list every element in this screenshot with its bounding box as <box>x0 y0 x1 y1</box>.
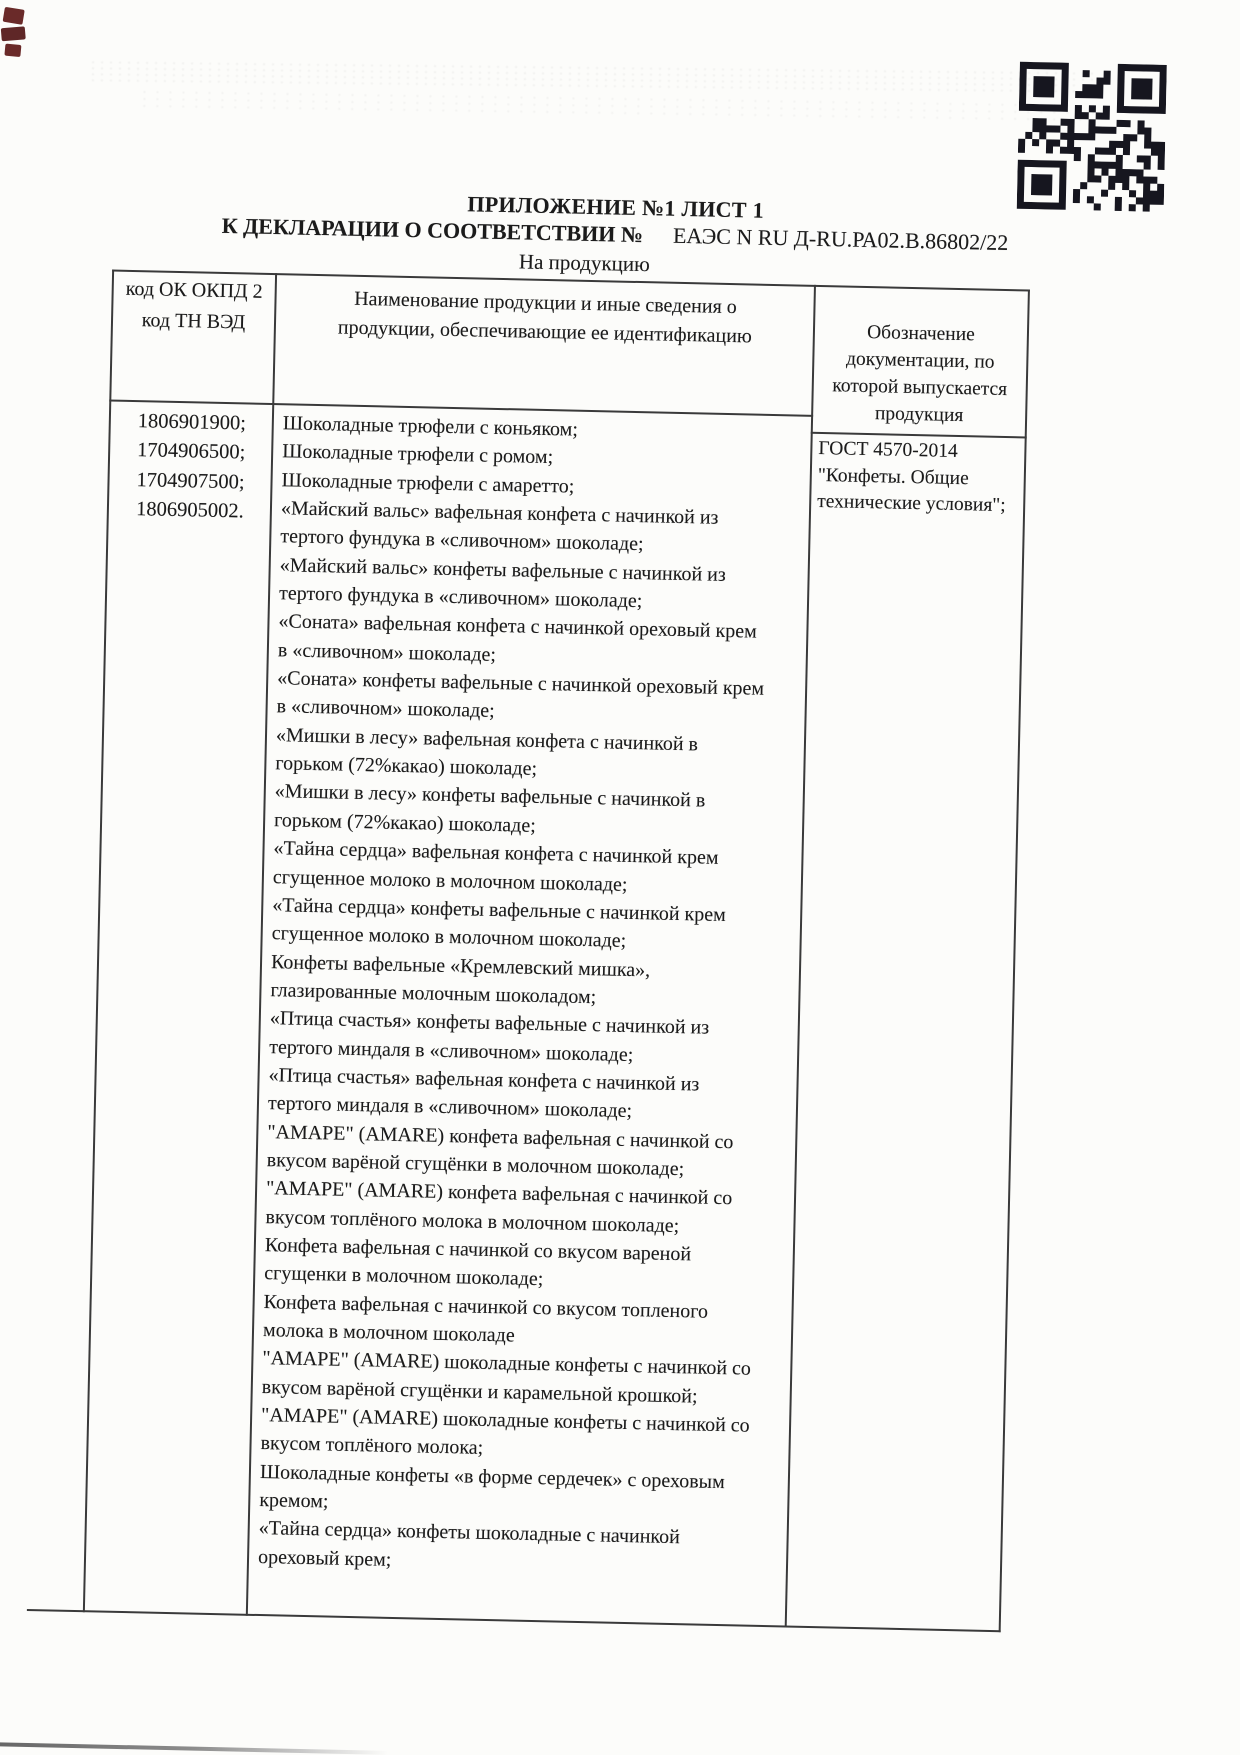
product-item: «Тайна сердца» конфеты вафельные с начинкой крем сгущенное молоко в молочном шоколаде; <box>271 894 727 953</box>
scan-red-mark <box>1 26 26 41</box>
document-header <box>0 0 1240 277</box>
product-item: "АМАРЕ" (AMARE) конфета вафельная с начинкой со вкусом топлёного молока в молочном шоколаде; <box>265 1177 733 1237</box>
product-item: «Майский вальс» конфеты вафельные с начинкой из тертого фундука в «сливочном» шоколаде; <box>278 553 727 613</box>
product-item: «Тайна сердца» вафельная конфета с начинкой крем сгущенное молоко в молочном шоколаде; <box>272 837 719 896</box>
product-item: Конфета вафельная с начинкой со вкусом вареной сгущенки в молочном шоколаде; <box>264 1234 692 1291</box>
product-item: Конфета вафельная с начинкой со вкусом топленого молока в молочном шоколаде <box>262 1290 709 1347</box>
declaration-label: К ДЕКЛАРАЦИИ О СООТВЕТСТВИИ № <box>221 212 644 248</box>
product-item: «Птица счастья» вафельная конфета с начинкой из тертого миндаля в «сливочном» шоколаде; <box>267 1064 700 1123</box>
qr-code <box>1017 61 1167 212</box>
product-item: «Тайна сердца» конфеты шоколадные с начинкой ореховый крем; <box>257 1517 681 1571</box>
product-item: «Майский вальс» вафельная конфета с начинкой из тертого фундука в «сливочном» шоколаде; <box>280 497 719 556</box>
product-item: Шоколадные трюфели с ромом; <box>281 440 554 469</box>
product-item: "АМАРЕ" (AMARE) шоколадные конфеты с начинкой со вкусом варёной сгущёнки и карамельной крошкой; <box>261 1347 752 1408</box>
code-value: 1704907500; <box>136 468 245 494</box>
product-item: «Птица счастья» конфеты вафельные с начинкой из тертого миндаля в «сливочном» шоколаде; <box>268 1007 710 1066</box>
product-item: "АМАРЕ" (AMARE) конфета вафельная с начинкой со вкусом варёной сгущёнки в молочном шоколаде; <box>266 1120 734 1181</box>
table-border-left <box>83 270 114 1613</box>
column-header-codes <box>113 274 275 339</box>
table-divider-col2-col3 <box>785 285 816 1628</box>
document-subtitle: На продукцию <box>518 249 651 277</box>
code-value: 1806905002. <box>135 498 244 523</box>
column-header-codes-line1: код ОК ОКПД 2 <box>125 277 263 303</box>
table-border-bottom <box>27 1609 1001 1632</box>
code-value: 1806901900; <box>137 410 247 435</box>
product-item: «Мишки в лесу» вафельная конфета с начинкой в горьком (72%какао) шоколаде; <box>275 723 699 781</box>
column-header-codes-line2: код ТН ВЭД <box>141 309 246 334</box>
product-item: «Соната» конфеты вафельные с начинкой ореховый крем в «сливочном» шоколаде; <box>276 667 765 723</box>
codes-cell <box>117 407 266 528</box>
product-item: Конфеты вафельные «Кремлевский мишка», глазированные молочным шоколадом; <box>270 950 651 1009</box>
scan-red-mark <box>4 44 21 57</box>
product-item: Шоколадные трюфели с коньяком; <box>282 412 579 441</box>
page-title: ПРИЛОЖЕНИЕ №1 ЛИСТ 1 <box>467 191 765 223</box>
product-item: Шоколадные трюфели с амаретто; <box>281 468 575 498</box>
product-item: Шоколадные конфеты «в форме сердечек» с ореховым кремом; <box>259 1460 726 1513</box>
product-item: "АМАРЕ" (AMARE) шоколадные конфеты с начинкой со вкусом топлёного молока; <box>260 1404 750 1460</box>
scan-red-mark <box>3 7 25 25</box>
product-item: «Мишки в лесу» конфеты вафельные с начинкой в горьком (72%какао) шоколаде; <box>273 780 706 837</box>
documentation-cell: ГОСТ 4570-2014 "Конфеты. Общие технические условия"; <box>817 437 1006 517</box>
column-header-documentation: Обозначение документации, по которой выпускается продукция <box>832 321 1008 427</box>
products-cell <box>258 409 775 1582</box>
declaration-number: ЕАЭС N RU Д-RU.РА02.В.86802/22 <box>672 222 1009 256</box>
column-header-product-name: Наименование продукции и иные сведения о продукции, обеспечивающие ее идентификацию <box>337 287 753 348</box>
scan-edge-artifact <box>0 1741 388 1754</box>
product-item: «Соната» вафельная конфета с начинкой ореховый крем в «сливочном» шоколаде; <box>277 610 757 666</box>
code-value: 1704906500; <box>136 439 246 464</box>
